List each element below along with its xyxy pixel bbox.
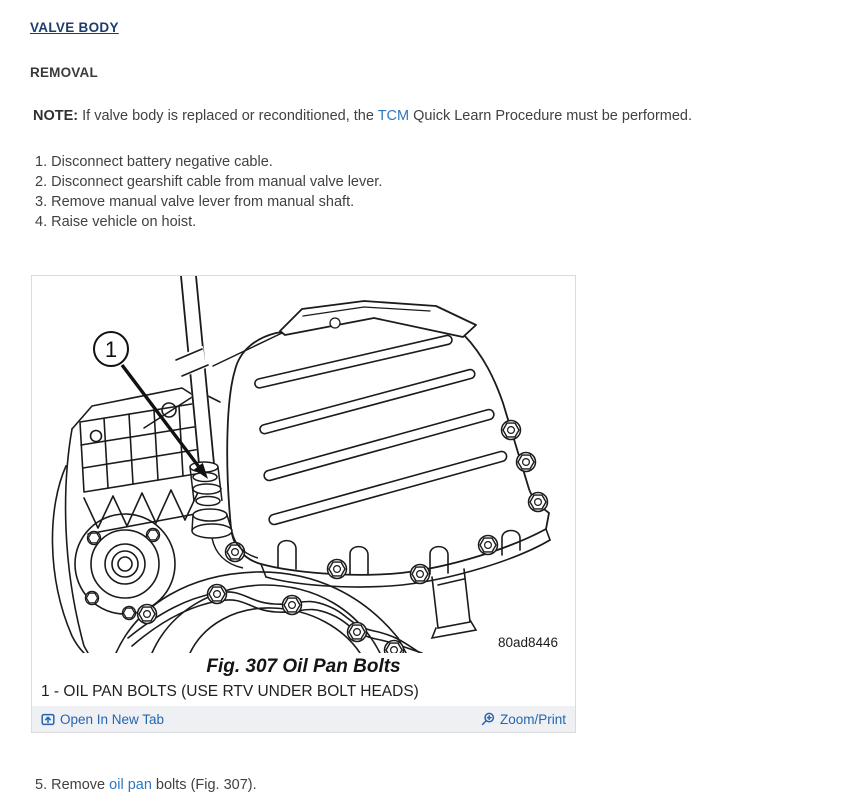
step-1-text: Disconnect battery negative cable.: [51, 154, 273, 170]
step-3: [35, 192, 826, 212]
removal-heading: REMOVAL: [30, 65, 98, 80]
step-5: [35, 777, 826, 793]
step-3-text: Remove manual valve lever from manual shaft.: [51, 194, 355, 210]
note-text-after: Quick Learn Procedure must be performed.: [409, 108, 693, 124]
step-5-number: 5.: [35, 777, 48, 793]
step-4-text: Raise vehicle on hoist.: [51, 214, 197, 230]
procedure-steps: [35, 152, 826, 232]
step-2-text: Disconnect gearshift cable from manual valve lever.: [51, 174, 383, 190]
step-5-text-after: bolts (Fig. 307).: [151, 777, 257, 793]
zoom-print-link[interactable]: [480, 712, 566, 727]
callout-number: 1: [104, 337, 118, 362]
figure-legend: 1 - OIL PAN BOLTS (USE RTV UNDER BOLT HEADS): [41, 683, 419, 700]
step-1-number: 1.: [35, 154, 48, 170]
step-2: [35, 172, 826, 192]
drawing-code: 80ad8446: [498, 635, 559, 650]
step-3-number: 3.: [35, 194, 48, 210]
open-in-new-tab-icon: [41, 712, 55, 726]
open-in-new-tab-link[interactable]: [41, 712, 164, 727]
zoom-print-label: Zoom/Print: [499, 711, 566, 727]
figure-307-box: [31, 275, 576, 733]
step-4: [35, 212, 826, 232]
figure-caption: Fig. 307 Oil Pan Bolts: [206, 656, 401, 677]
valve-body-link[interactable]: VALVE BODY: [30, 20, 119, 35]
figure-toolbar: [32, 706, 575, 732]
step-2-number: 2.: [35, 174, 48, 190]
oil-pan-diagram: [32, 276, 575, 653]
note-text-before: If valve body is replaced or reconditioned, the: [78, 108, 378, 124]
figure-drawing-area: [32, 276, 575, 653]
step-5-text-before: Remove: [47, 777, 110, 793]
zoom-in-icon: [480, 712, 495, 727]
note-paragraph: [33, 107, 826, 126]
step-1: [35, 152, 826, 172]
open-in-new-tab-label: Open In New Tab: [60, 711, 165, 727]
tcm-link[interactable]: TCM: [377, 108, 410, 124]
note-label: NOTE:: [33, 108, 79, 124]
oil-pan-link[interactable]: oil pan: [109, 777, 152, 793]
step-4-number: 4.: [35, 214, 48, 230]
